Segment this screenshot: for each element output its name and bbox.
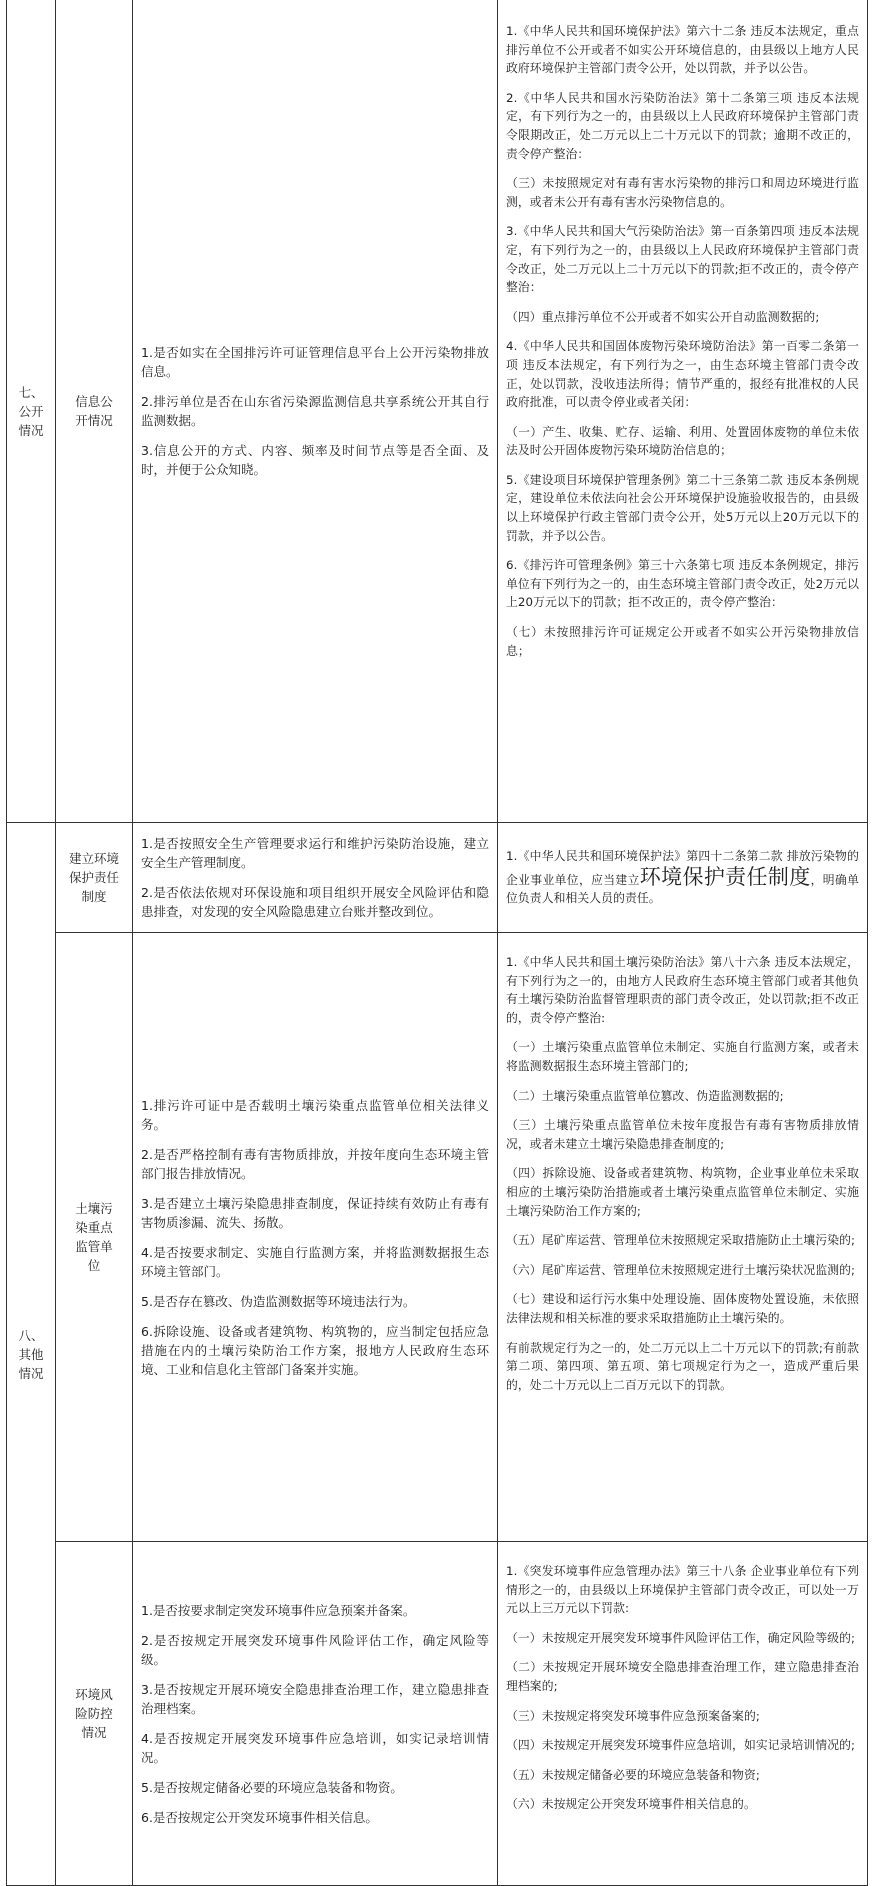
criterion-item: 5.是否按规定储备必要的环境应急装备和物资。 [141,1779,403,1795]
law-cell [498,1552,867,1885]
law-cell [498,943,867,1541]
law-item: （五）未按规定储备必要的环境应急装备和物资; [506,1767,760,1782]
criterion-item: 6.拆除设施、设备或者建筑物、构筑物的，应当制定包括应急措施在内的土壤污染防治工作方案，报地方人民政府生态环境、工业和信息化主管部门备案并实施。 [141,1323,489,1377]
law-item: 4.《中华人民共和国固体废物污染环境防治法》第一百零二条第一项 违反本法规定，有下列行为之一，由生态环境主管部门责令改正，处以罚款，没收违法所得；情节严重的，报经有批准权的人民政府批准，可以责令停业或者关闭： [506,339,859,410]
law-text-after: ，明确单位负责人和相关人员的责任。 [506,872,859,906]
law-item: 1.《中华人民共和国环境保护法》第六十二条 违反本法规定，重点排污单位不公开或者不如实公开环境信息的，由县级以上地方人民政府环境保护主管部门责令公开，处以罚款，并予以公告。 [506,24,859,76]
law-item: （一）未按规定开展突发环境事件风险评估工作，确定风险等级的; [506,1630,856,1645]
subject-cell [56,0,132,822]
category-label: 八、其他情况 [18,1327,44,1381]
criterion-item: 3.信息公开的方式、内容、频率及时间节点等是否全面、及时，并便于公众知晓。 [141,443,489,477]
law-cell [498,12,867,822]
subject-cell [56,823,132,932]
law-item: （七）未按照排污许可证规定公开或者不如实公开污染物排放信息； [506,625,859,658]
law-item: （四）重点排污单位不公开或者不如实公开自动监测数据的; [506,309,820,324]
law-text-before: 1.《中华人民共和国环境保护法》第四十二条第二款 排放污染物的企业事业单位，应当建立 [506,849,859,887]
law-item: 3.《中华人民共和国大气污染防治法》第一百条第四项 违反本法规定，有下列行为之一的，由县级以上人民政府环境保护主管部门责令改正，处二万元以上二十万元以下的罚款;拒不改正的，责令停产整治： [506,224,859,295]
law-item [506,847,859,908]
law-item: （七）建设和运行污水集中处理设施、固体废物处置设施，未依照法律法规和相关标准的要求采取措施防止土壤污染的。 [506,1292,859,1325]
subject-label: 信息公开情况 [75,394,113,428]
subject-cell [56,933,132,1541]
category-cell [7,823,55,1885]
law-item: 1.《突发环境事件应急管理办法》第三十八条 企业事业单位有下列情形之一的，由县级以上环境保护主管部门责令改正，可以处一万元以上三万元以下罚款: [506,1564,859,1616]
law-item: （四）拆除设施、设备或者建筑物、构筑物，企业事业单位未采取相应的土壤污染防治措施或者土壤污染重点监管单位未制定、实施土壤污染防治工作方案的; [506,1166,859,1218]
criteria-cell [133,933,497,1541]
subject-cell [56,1542,132,1885]
criterion-item: 5.是否存在篡改、伪造监测数据等环境违法行为。 [141,1293,416,1309]
category-label: 七、公开情况 [18,384,44,438]
criteria-cell [133,1542,497,1885]
criterion-item: 4.是否按规定开展突发环境事件应急培训，如实记录培训情况。 [141,1730,489,1765]
subject-label: 土壤污染重点监管单位 [75,1201,113,1273]
law-item: （一）土壤污染重点监管单位未制定、实施自行监测方案，或者未将监测数据报生态环境主管部门的; [506,1040,859,1073]
subject-label: 环境风险防控情况 [75,1687,113,1740]
criterion-item: 1.是否按要求制定突发环境事件应急预案并备案。 [141,1602,416,1618]
criterion-item: 4.是否按要求制定、实施自行监测方案，并将监测数据报生态环境主管部门。 [141,1244,489,1279]
law-item: （五）尾矿库运营、管理单位未按照规定采取措施防止土壤污染的; [506,1233,856,1248]
criterion-item: 1.是否按照安全生产管理要求运行和维护污染防治设施，建立安全生产管理制度。 [141,836,489,870]
criteria-cell [133,0,497,822]
law-text-emphasis: 环境保护责任制度 [639,864,811,889]
criterion-item: 2.是否按规定开展突发环境事件风险评估工作，确定风险等级。 [141,1632,489,1667]
law-item: （六）未按规定公开突发环境事件相关信息的。 [506,1797,756,1812]
law-item: （一）产生、收集、贮存、运输、利用、处置固体废物的单位未依法及时公开固体废物污染环境防治信息的； [506,424,859,458]
law-item: （六）尾矿库运营、管理单位未按照规定进行土壤污染状况监测的; [506,1262,856,1277]
criterion-item: 2.排污单位是否在山东省污染源监测信息共享系统公开其自行监测数据。 [141,394,489,428]
criterion-item: 1.是否如实在全国排污许可证管理信息平台上公开污染物排放信息。 [141,345,489,379]
criterion-item: 2.是否依法依规对环保设施和项目组织开展安全风险评估和隐患排查，对发现的安全风险隐患建立台账并整改到位。 [141,885,489,919]
criterion-item: 3.是否建立土壤污染隐患排查制度，保证持续有效防止有毒有害物质渗漏、流失、扬散。 [141,1195,489,1230]
border-right [867,0,868,1886]
criterion-item: 6.是否按规定公开突发环境事件相关信息。 [141,1809,378,1825]
law-cell [498,823,867,932]
category-cell [7,0,55,822]
subject-label: 建立环境保护责任制度 [68,851,119,904]
law-item: 2.《中华人民共和国水污染防治法》第十二条第三项 违反本法规定，有下列行为之一的，由县级以上人民政府环境保护主管部门责令限期改正，处二万元以上二十万元以下的罚款；逾期不改正的，责令停产整治： [506,90,859,161]
criterion-item: 2.是否严格控制有毒有害物质排放，并按年度向生态环境主管部门报告排放情况。 [141,1146,489,1181]
criterion-item: 1.排污许可证中是否载明土壤污染重点监管单位相关法律义务。 [141,1097,489,1132]
law-item: （四）未按规定开展突发环境事件应急培训，如实记录培训情况的; [506,1738,856,1753]
law-item: （二）土壤污染重点监管单位篡改、伪造监测数据的; [506,1088,784,1103]
criteria-cell [133,823,497,932]
criterion-item: 3.是否按规定开展环境安全隐患排查治理工作，建立隐患排查治理档案。 [141,1681,489,1716]
law-item: （三）未按照规定对有毒有害水污染物的排污口和周边环境进行监测，或者未公开有毒有害水污染物信息的。 [506,176,859,209]
law-item: 有前款规定行为之一的，处二万元以上二十万元以下的罚款;有前款第二项、第四项、第五项、第七项规定行为之一，造成严重后果的，处二十万元以上二百万元以下的罚款。 [506,1340,859,1392]
law-item: （二）未按规定开展环境安全隐患排查治理工作，建立隐患排查治理档案的; [506,1660,859,1693]
law-item: 1.《中华人民共和国土壤污染防治法》第八十六条 违反本法规定，有下列行为之一的，由地方人民政府生态环境主管部门或者其他负有土壤污染防治监督管理职责的部门责令改正，处以罚款;拒不改正的，责令停产整治: [506,955,859,1025]
law-item: （三）土壤污染重点监管单位未按年度报告有毒有害物质排放情况，或者未建立土壤污染隐患排查制度的; [506,1118,859,1151]
law-item: 6.《排污许可管理条例》第三十六条第七项 违反本条例规定，排污单位有下列行为之一的，由生态环境主管部门责令改正，处2万元以上20万元以下的罚款；拒不改正的，责令停产整治： [506,558,859,610]
law-item: 5.《建设项目环境保护管理条例》第二十三条第二款 违反本条例规定，建设单位未依法向社会公开环境保护设施验收报告的，由县级以上环境保护行政主管部门责令公开，处5万元以上20万元以下的罚款，并予以公告。 [506,472,859,543]
law-item: （三）未按规定将突发环境事件应急预案备案的; [506,1708,760,1723]
